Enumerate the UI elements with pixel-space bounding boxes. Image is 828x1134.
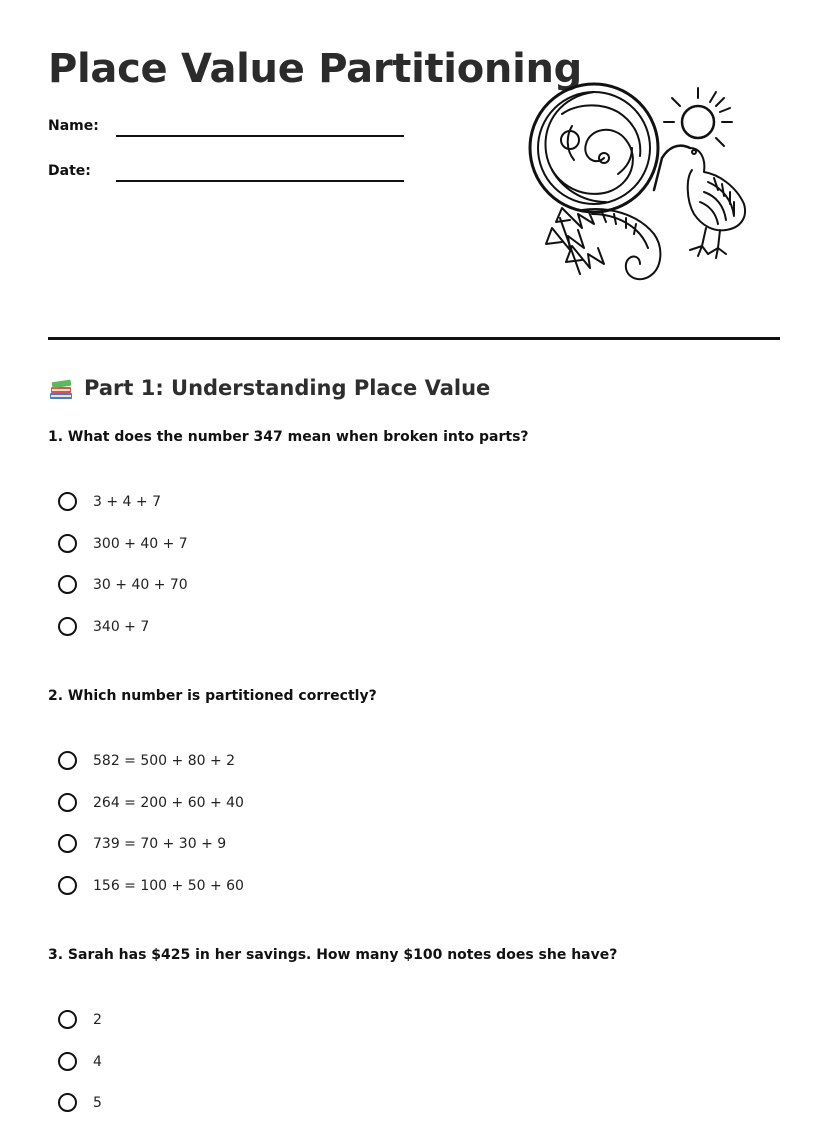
option-label: 739 = 70 + 30 + 9 <box>93 836 227 852</box>
question-1-options <box>58 491 188 657</box>
radio-button[interactable] <box>58 617 77 636</box>
question-3: 3. Sarah has $425 in her savings. How many $100 notes does she have? <box>48 947 618 963</box>
part1-heading-text: Part 1: Understanding Place Value <box>84 376 491 400</box>
question-1: 1. What does the number 347 mean when broken into parts? <box>48 429 529 445</box>
radio-button[interactable] <box>58 834 77 853</box>
radio-button[interactable] <box>58 876 77 895</box>
option-label: 340 + 7 <box>93 618 150 635</box>
question-2-option-a[interactable] <box>58 750 244 792</box>
option-label: 300 + 40 + 7 <box>93 535 188 552</box>
option-label: 2 <box>93 1012 102 1028</box>
question-2: 2. Which number is partitioned correctly? <box>48 688 377 704</box>
question-2-option-c[interactable] <box>58 833 244 875</box>
option-label: 3 + 4 + 7 <box>93 494 161 510</box>
question-2-option-d[interactable] <box>58 875 244 917</box>
worksheet-title: Place Value Partitioning <box>48 46 582 92</box>
name-field <box>48 118 99 134</box>
option-label: 156 = 100 + 50 + 60 <box>93 877 244 894</box>
radio-button[interactable] <box>58 1052 77 1071</box>
question-3-options <box>58 1009 102 1134</box>
question-3-option-c[interactable] <box>58 1092 102 1134</box>
name-label: Name: <box>48 118 99 134</box>
radio-button[interactable] <box>58 793 77 812</box>
question-1-option-c[interactable] <box>58 574 188 616</box>
date-label: Date: <box>48 163 91 179</box>
part1-heading <box>48 375 490 401</box>
radio-button[interactable] <box>58 751 77 770</box>
date-input-line[interactable] <box>116 180 404 182</box>
question-2-options <box>58 750 244 916</box>
question-2-option-b[interactable] <box>58 792 244 834</box>
option-label: 582 = 500 + 80 + 2 <box>93 753 236 769</box>
question-3-option-a[interactable] <box>58 1009 102 1051</box>
books-icon <box>48 375 74 401</box>
radio-button[interactable] <box>58 492 77 511</box>
date-field <box>48 163 91 179</box>
option-label: 30 + 40 + 70 <box>93 577 188 593</box>
name-input-line[interactable] <box>116 135 404 137</box>
section-divider <box>48 337 780 340</box>
radio-button[interactable] <box>58 575 77 594</box>
option-label: 264 = 200 + 60 + 40 <box>93 794 244 811</box>
radio-button[interactable] <box>58 1010 77 1029</box>
radio-button[interactable] <box>58 534 77 553</box>
kiwi-bird-illustration <box>522 78 762 292</box>
radio-button[interactable] <box>58 1093 77 1112</box>
option-label: 4 <box>93 1053 102 1070</box>
question-1-option-d[interactable] <box>58 616 188 658</box>
question-1-option-a[interactable] <box>58 491 188 533</box>
question-3-option-b[interactable] <box>58 1051 102 1093</box>
option-label: 5 <box>93 1095 102 1111</box>
question-1-option-b[interactable] <box>58 533 188 575</box>
